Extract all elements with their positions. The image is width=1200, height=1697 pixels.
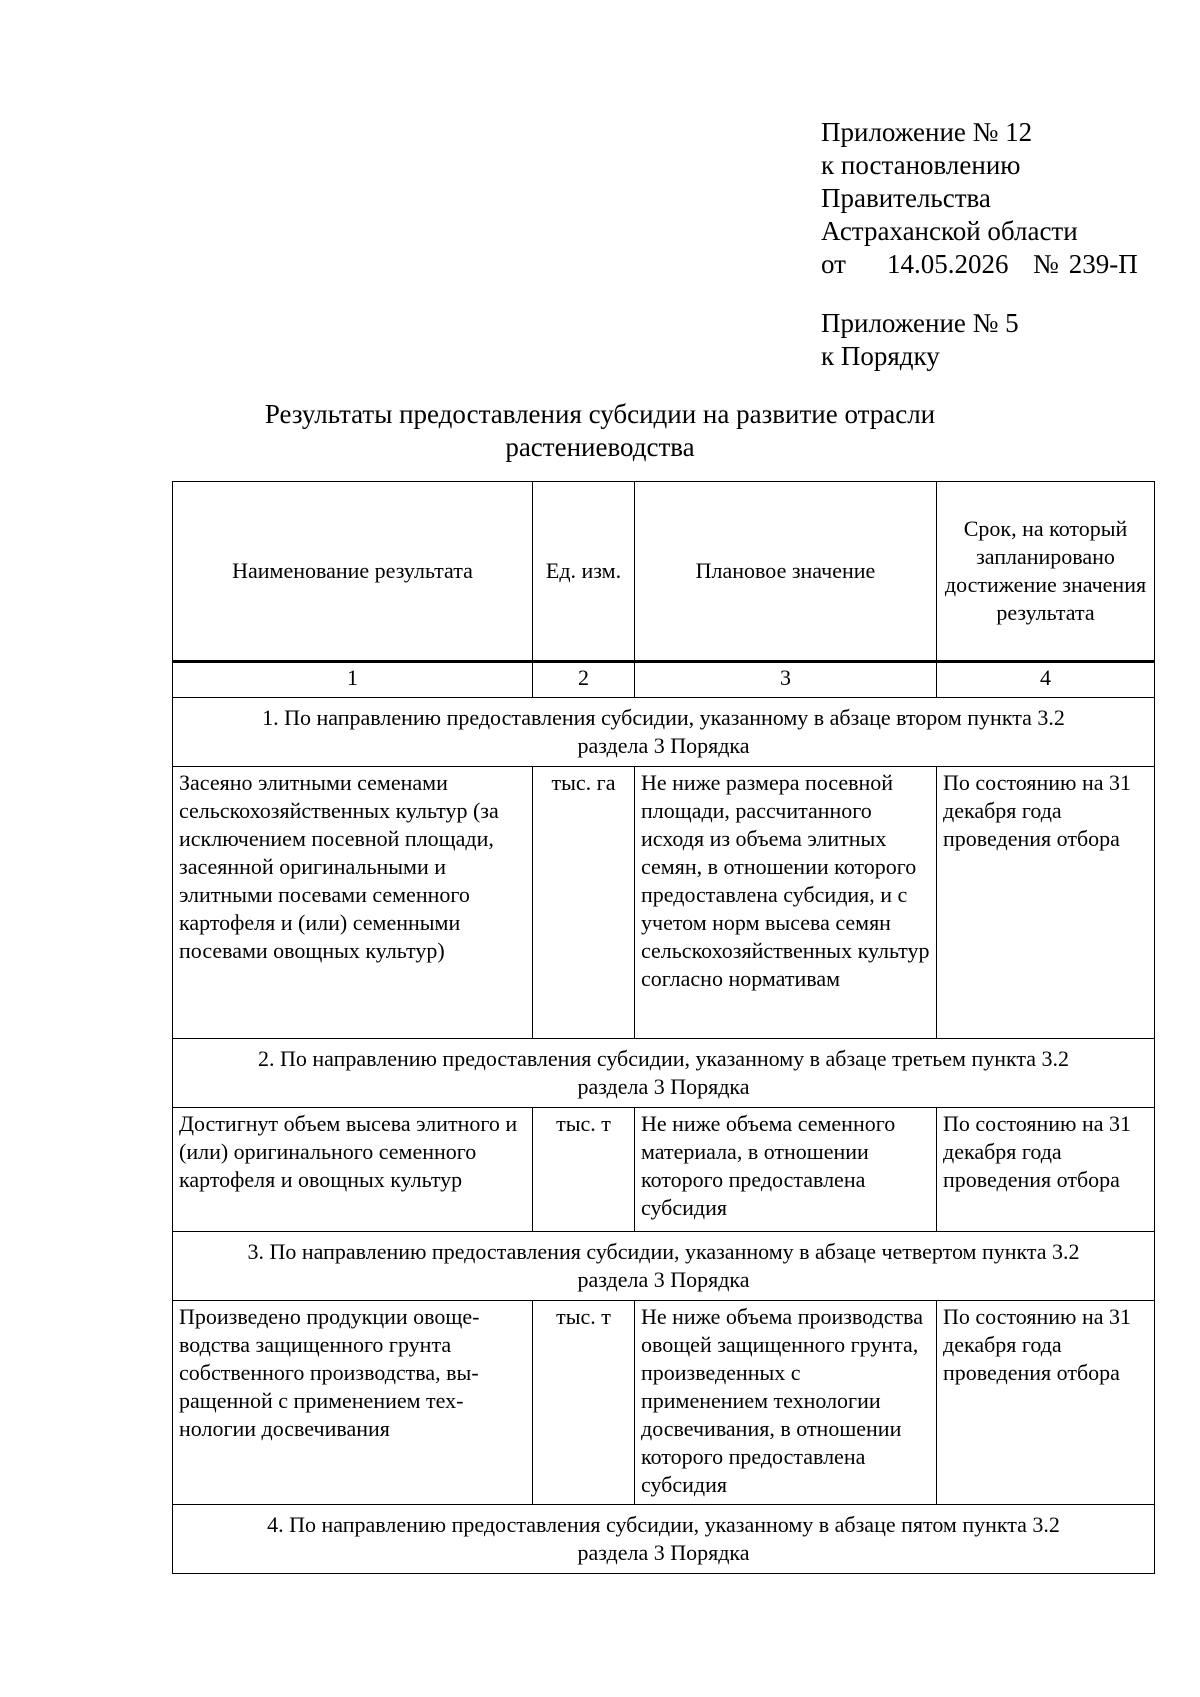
column-number: 1 xyxy=(173,662,533,698)
section-heading-line: 1. По направлению предоставления субсидии, указанному в абзаце втором пункта 3.2 xyxy=(262,705,1065,730)
cell-name: Достигнут объем высева элитного и (или) оригинального семенного картофеля и овощных культур xyxy=(173,1108,533,1232)
approval-line-3: Правительства xyxy=(821,183,991,213)
section-heading-line: раздела 3 Порядка xyxy=(577,1074,750,1099)
results-table xyxy=(172,481,1155,1574)
document-title xyxy=(250,398,950,464)
section-heading xyxy=(173,1039,1155,1108)
section-heading-line: раздела 3 Порядка xyxy=(577,733,750,758)
table-row xyxy=(173,1108,1155,1232)
cell-plan: Не ниже объема семенного материала, в отношении которого предоставлена субсидия xyxy=(635,1108,937,1232)
section-heading-line: 4. По направлению предоставления субсидии, указанному в абзаце пятом пункта 3.2 xyxy=(267,1512,1060,1537)
approval-line-2: к постановлению xyxy=(821,150,1021,180)
cell-plan: Не ниже объема производства овощей защищенного грунта, произведенных с применением технологии досвечивания, в отношении которого предоставлена субсидия xyxy=(635,1301,937,1505)
section-heading-row xyxy=(173,1039,1155,1108)
column-number: 2 xyxy=(533,662,635,698)
header-plan: Плановое значение xyxy=(635,482,937,662)
cell-unit: тыс. т xyxy=(533,1108,635,1232)
approval-block xyxy=(821,116,1138,373)
approval-line-4: Астраханской области xyxy=(821,216,1078,246)
cell-unit: тыс. га xyxy=(533,767,635,1039)
section-heading-line: 3. По направлению предоставления субсидии, указанному в абзаце четвертом пункта 3.2 xyxy=(247,1239,1080,1264)
column-number: 3 xyxy=(635,662,937,698)
header-name: Наименование результата xyxy=(173,482,533,662)
approval-num-sign: № xyxy=(1033,249,1059,279)
cell-term: По состоянию на 31 декабря года проведения отбора xyxy=(937,767,1155,1039)
column-number: 4 xyxy=(937,662,1155,698)
table-row xyxy=(173,1301,1155,1505)
cell-plan: Не ниже размера посевной площади, рассчитанного исходя из объема элитных семян, в отношении которого предоставлена субсидия, и с учетом норм высева семян сельскохозяйственных культур согласно нормативам xyxy=(635,767,937,1039)
section-heading xyxy=(173,1232,1155,1301)
cell-name: Произведено продукции овощеводства защищенного грунта собственного производства, выращенной с применением технологии досвечивания xyxy=(173,1301,533,1505)
approval-line-1: Приложение № 12 xyxy=(821,117,1033,147)
header-unit: Ед. изм. xyxy=(533,482,635,662)
section-heading-line: раздела 3 Порядка xyxy=(577,1540,750,1565)
cell-name: Засеяно элитными семенами сельскохозяйственных культур (за исключением посевной площади, засеянной оригинальными и элитными посевами семенного картофеля и (или) семенными посевами овощных культур) xyxy=(173,767,533,1039)
section-heading xyxy=(173,698,1155,767)
approval-number: 239-П xyxy=(1068,249,1138,279)
header-term: Срок, на который запланировано достижение значения результата xyxy=(937,482,1155,662)
document-title-line-2: растениеводства xyxy=(505,432,695,462)
cell-term: По состоянию на 31 декабря года проведения отбора xyxy=(937,1108,1155,1232)
section-heading-line: 2. По направлению предоставления субсидии, указанному в абзаце третьем пункта 3.2 xyxy=(257,1046,1070,1071)
document-title-line-1: Результаты предоставления субсидии на развитие отрасли xyxy=(264,399,936,429)
section-heading xyxy=(173,1505,1155,1574)
annex-line-1: Приложение № 5 xyxy=(821,308,1019,338)
section-heading-line: раздела 3 Порядка xyxy=(577,1267,750,1292)
section-heading-row xyxy=(173,1505,1155,1574)
column-number-row xyxy=(173,662,1155,698)
section-heading-row xyxy=(173,1232,1155,1301)
approval-date: 14.05.2026 xyxy=(887,249,1009,279)
approval-date-line xyxy=(821,248,1138,281)
approval-ot: от xyxy=(821,249,846,279)
section-heading-row xyxy=(173,698,1155,767)
annex-line-2: к Порядку xyxy=(821,341,940,371)
cell-unit: тыс. т xyxy=(533,1301,635,1505)
table-header-row xyxy=(173,482,1155,662)
cell-term: По состоянию на 31 декабря года проведения отбора xyxy=(937,1301,1155,1505)
table-row xyxy=(173,767,1155,1039)
